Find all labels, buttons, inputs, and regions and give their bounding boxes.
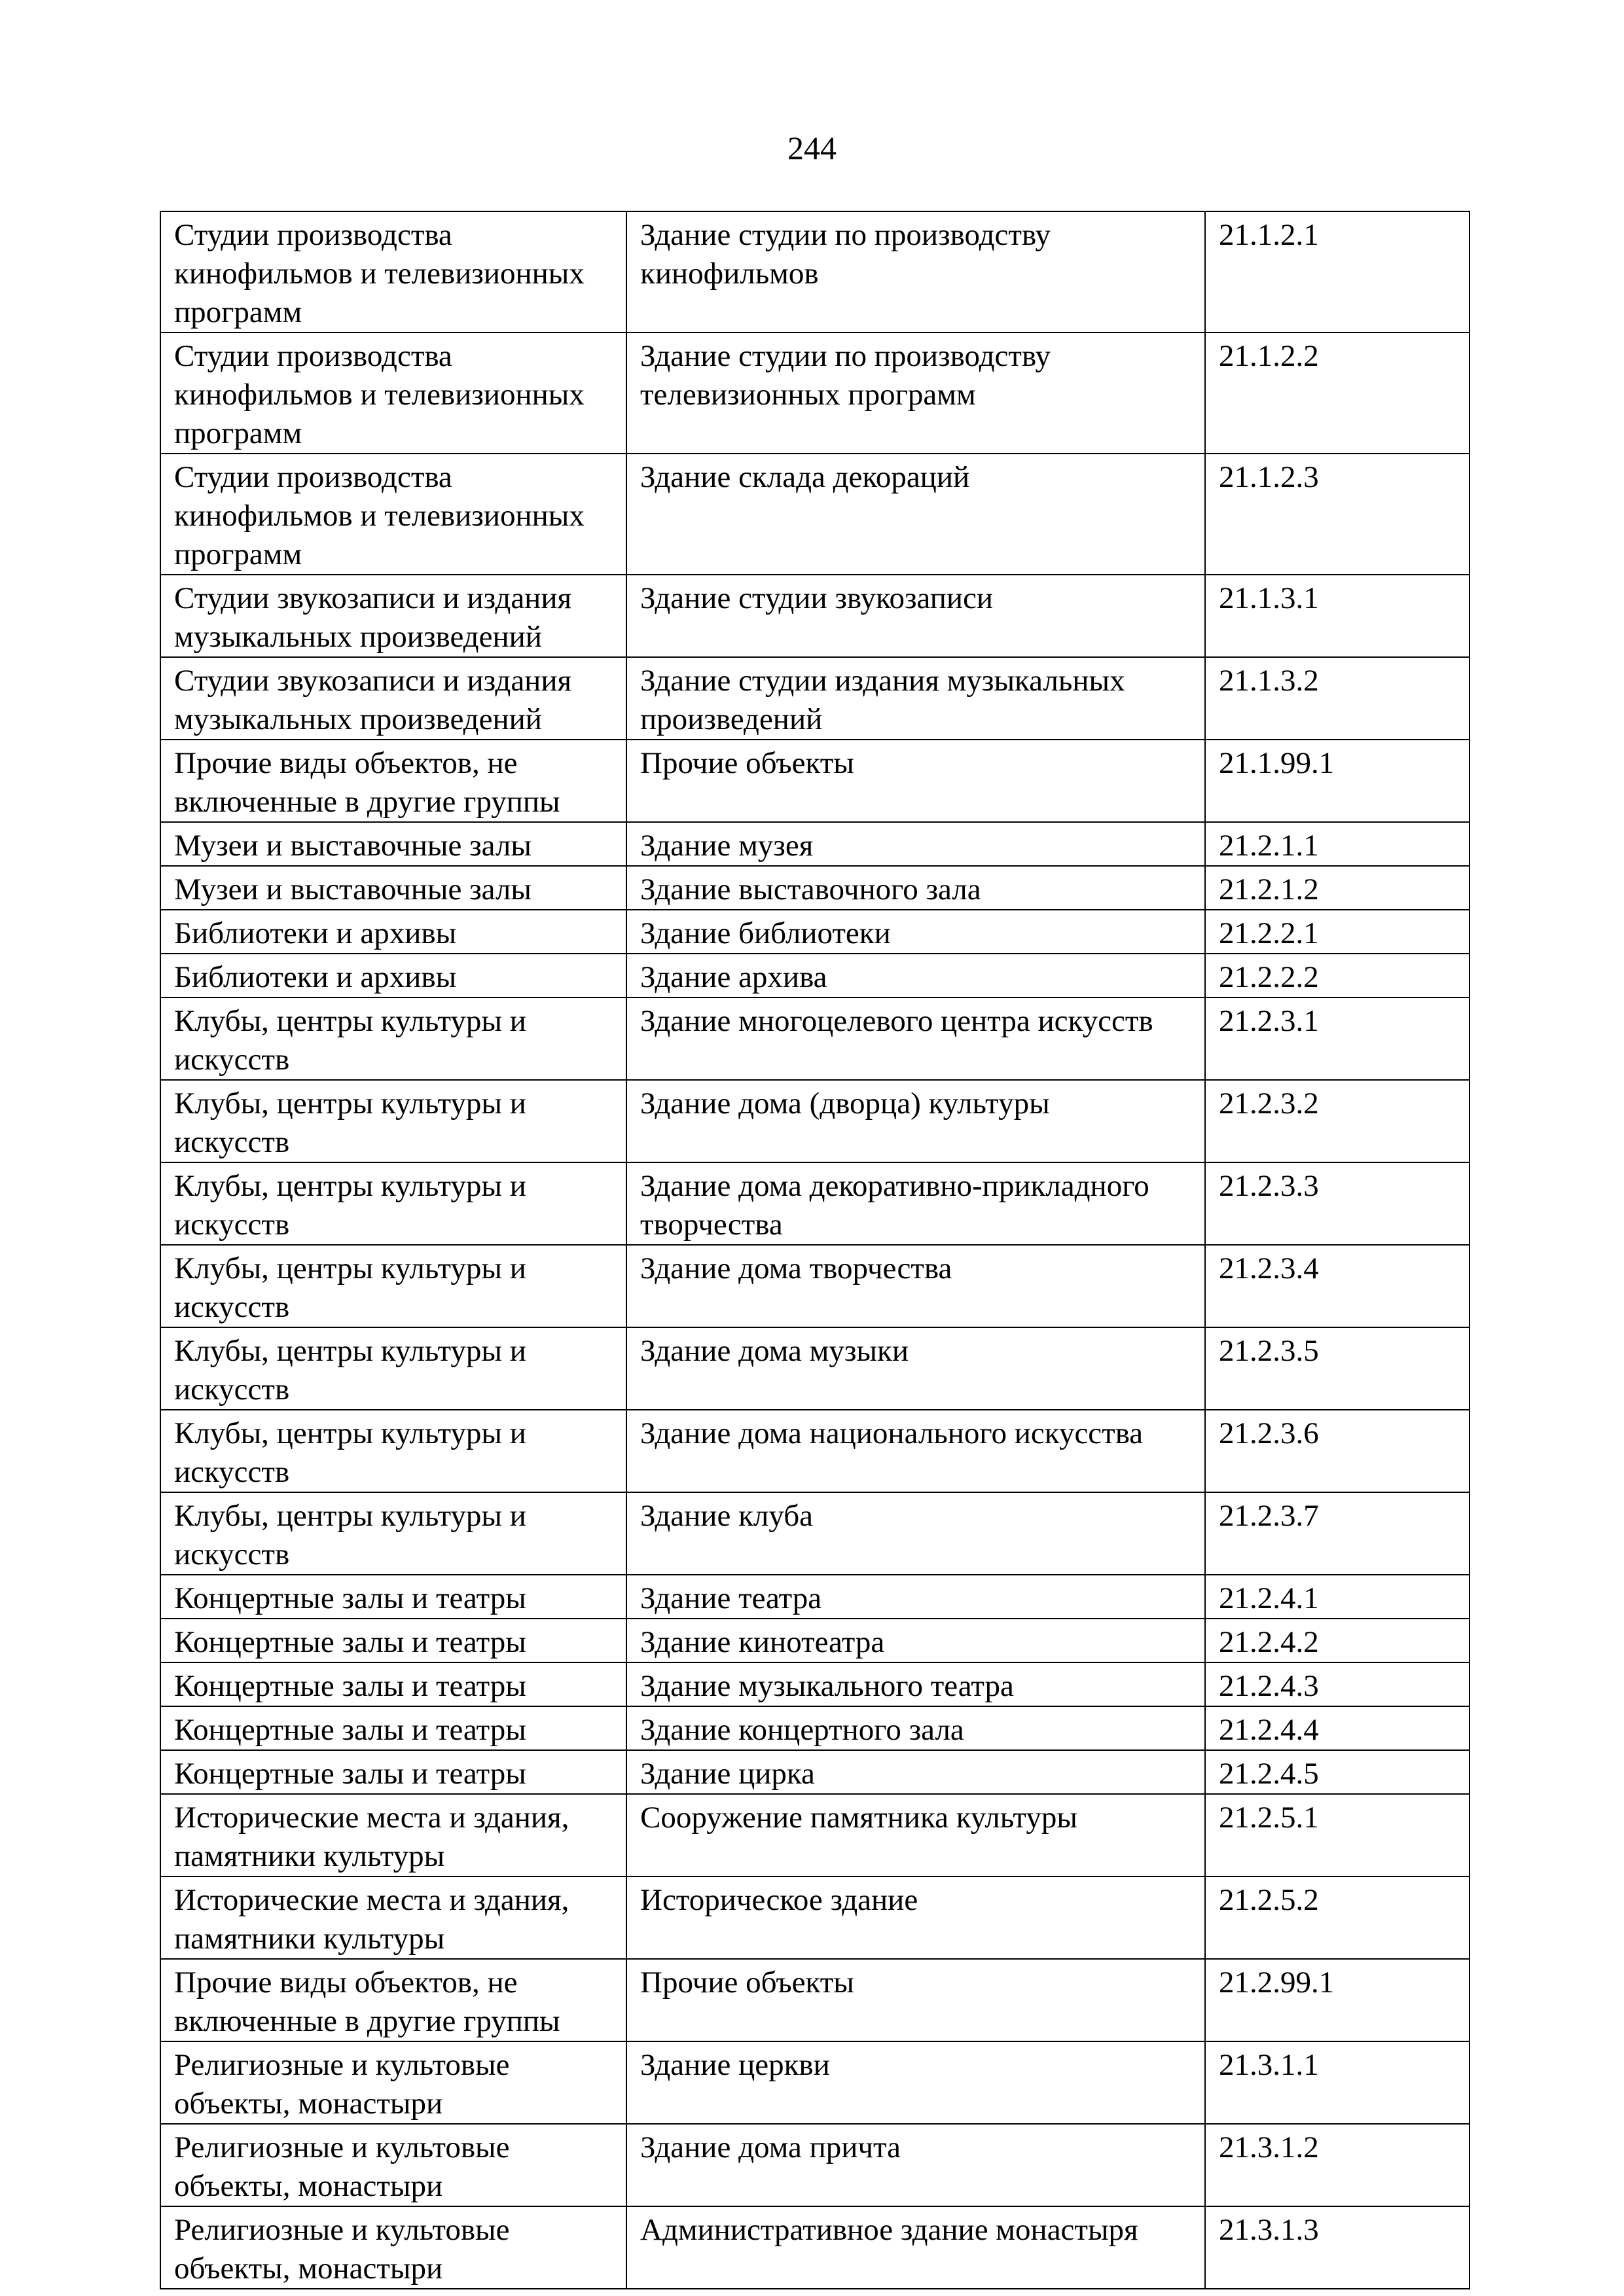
- group-cell: Концертные залы и театры: [160, 1575, 626, 1619]
- code-cell: 21.1.3.1: [1205, 575, 1470, 657]
- object-cell: Здание дома (дворца) культуры: [626, 1080, 1205, 1162]
- object-cell: Здание церкви: [626, 2041, 1205, 2124]
- table-row: [160, 1080, 1470, 1162]
- page-number: 244: [787, 130, 837, 166]
- group-cell: Концертные залы и театры: [160, 1750, 626, 1794]
- table-row: [160, 1492, 1470, 1575]
- table-row: [160, 1410, 1470, 1492]
- group-cell: Клубы, центры культуры и искусств: [160, 997, 626, 1080]
- table-row: [160, 910, 1470, 954]
- group-cell: Концертные залы и театры: [160, 1706, 626, 1750]
- code-cell: 21.2.3.4: [1205, 1245, 1470, 1327]
- code-cell: 21.2.1.2: [1205, 866, 1470, 910]
- table-row: [160, 740, 1470, 822]
- object-cell: Здание дома причта: [626, 2124, 1205, 2206]
- object-cell: Здание многоцелевого центра искусств: [626, 997, 1205, 1080]
- code-cell: 21.1.2.1: [1205, 211, 1470, 332]
- group-cell: Концертные залы и театры: [160, 1662, 626, 1706]
- group-cell: Клубы, центры культуры и искусств: [160, 1162, 626, 1245]
- group-cell: Клубы, центры культуры и искусств: [160, 1410, 626, 1492]
- group-cell: Концертные залы и театры: [160, 1619, 626, 1662]
- object-cell: Историческое здание: [626, 1876, 1205, 1959]
- table-row: [160, 332, 1470, 454]
- table-row: [160, 454, 1470, 575]
- object-cell: Здание цирка: [626, 1750, 1205, 1794]
- group-cell: Религиозные и культовые объекты, монастыри: [160, 2041, 626, 2124]
- code-cell: 21.2.2.2: [1205, 954, 1470, 997]
- code-cell: 21.2.4.5: [1205, 1750, 1470, 1794]
- code-cell: 21.2.3.7: [1205, 1492, 1470, 1575]
- table-row: [160, 2041, 1470, 2124]
- object-cell: Прочие объекты: [626, 740, 1205, 822]
- code-cell: 21.2.1.1: [1205, 822, 1470, 866]
- table-row: [160, 997, 1470, 1080]
- code-cell: 21.1.3.2: [1205, 657, 1470, 740]
- table-row: [160, 657, 1470, 740]
- table-row: [160, 1876, 1470, 1959]
- classifier-table: [160, 211, 1470, 2289]
- object-cell: Сооружение памятника культуры: [626, 1794, 1205, 1876]
- group-cell: Клубы, центры культуры и искусств: [160, 1492, 626, 1575]
- table-row: [160, 1245, 1470, 1327]
- table-row: [160, 822, 1470, 866]
- object-cell: Здание дома творчества: [626, 1245, 1205, 1327]
- code-cell: 21.2.2.1: [1205, 910, 1470, 954]
- group-cell: Клубы, центры культуры и искусств: [160, 1080, 626, 1162]
- table-row: [160, 1794, 1470, 1876]
- object-cell: Здание музея: [626, 822, 1205, 866]
- object-cell: Здание студии издания музыкальных произведений: [626, 657, 1205, 740]
- object-cell: Здание выставочного зала: [626, 866, 1205, 910]
- table-row: [160, 1662, 1470, 1706]
- code-cell: 21.3.1.3: [1205, 2206, 1470, 2289]
- code-cell: 21.2.5.1: [1205, 1794, 1470, 1876]
- table-row: [160, 211, 1470, 332]
- object-cell: Здание кинотеатра: [626, 1619, 1205, 1662]
- table-row: [160, 1706, 1470, 1750]
- code-cell: 21.1.99.1: [1205, 740, 1470, 822]
- object-cell: Здание дома музыки: [626, 1327, 1205, 1410]
- code-cell: 21.2.3.6: [1205, 1410, 1470, 1492]
- table-row: [160, 1959, 1470, 2041]
- code-cell: 21.2.4.1: [1205, 1575, 1470, 1619]
- object-cell: Здание клуба: [626, 1492, 1205, 1575]
- group-cell: Студии производства кинофильмов и телевизионных программ: [160, 332, 626, 454]
- group-cell: Библиотеки и архивы: [160, 954, 626, 997]
- table-row: [160, 1327, 1470, 1410]
- object-cell: Здание склада декораций: [626, 454, 1205, 575]
- table-row: [160, 575, 1470, 657]
- group-cell: Студии звукозаписи и издания музыкальных произведений: [160, 657, 626, 740]
- code-cell: 21.2.4.2: [1205, 1619, 1470, 1662]
- object-cell: Здание концертного зала: [626, 1706, 1205, 1750]
- group-cell: Студии звукозаписи и издания музыкальных произведений: [160, 575, 626, 657]
- group-cell: Музеи и выставочные залы: [160, 866, 626, 910]
- object-cell: Здание студии по производству телевизионных программ: [626, 332, 1205, 454]
- group-cell: Религиозные и культовые объекты, монастыри: [160, 2124, 626, 2206]
- object-cell: Здание студии по производству кинофильмов: [626, 211, 1205, 332]
- group-cell: Религиозные и культовые объекты, монастыри: [160, 2206, 626, 2289]
- code-cell: 21.2.3.2: [1205, 1080, 1470, 1162]
- group-cell: Прочие виды объектов, не включенные в другие группы: [160, 1959, 626, 2041]
- code-cell: 21.2.4.3: [1205, 1662, 1470, 1706]
- table-row: [160, 866, 1470, 910]
- group-cell: Исторические места и здания, памятники культуры: [160, 1794, 626, 1876]
- table-row: [160, 2206, 1470, 2289]
- code-cell: 21.2.99.1: [1205, 1959, 1470, 2041]
- table-row: [160, 954, 1470, 997]
- object-cell: Здание дома национального искусства: [626, 1410, 1205, 1492]
- table-row: [160, 1619, 1470, 1662]
- group-cell: Клубы, центры культуры и искусств: [160, 1245, 626, 1327]
- code-cell: 21.2.3.3: [1205, 1162, 1470, 1245]
- object-cell: Здание студии звукозаписи: [626, 575, 1205, 657]
- group-cell: Исторические места и здания, памятники культуры: [160, 1876, 626, 1959]
- object-cell: Здание музыкального театра: [626, 1662, 1205, 1706]
- object-cell: Прочие объекты: [626, 1959, 1205, 2041]
- object-cell: Здание архива: [626, 954, 1205, 997]
- code-cell: 21.3.1.2: [1205, 2124, 1470, 2206]
- code-cell: 21.2.3.1: [1205, 997, 1470, 1080]
- object-cell: Здание дома декоративно-прикладного творчества: [626, 1162, 1205, 1245]
- code-cell: 21.3.1.1: [1205, 2041, 1470, 2124]
- group-cell: Студии производства кинофильмов и телевизионных программ: [160, 454, 626, 575]
- table-row: [160, 1750, 1470, 1794]
- table-row: [160, 2124, 1470, 2206]
- code-cell: 21.1.2.2: [1205, 332, 1470, 454]
- code-cell: 21.2.3.5: [1205, 1327, 1470, 1410]
- code-cell: 21.2.5.2: [1205, 1876, 1470, 1959]
- group-cell: Студии производства кинофильмов и телевизионных программ: [160, 211, 626, 332]
- group-cell: Клубы, центры культуры и искусств: [160, 1327, 626, 1410]
- object-cell: Здание библиотеки: [626, 910, 1205, 954]
- group-cell: Прочие виды объектов, не включенные в другие группы: [160, 740, 626, 822]
- object-cell: Здание театра: [626, 1575, 1205, 1619]
- code-cell: 21.2.4.4: [1205, 1706, 1470, 1750]
- object-cell: Административное здание монастыря: [626, 2206, 1205, 2289]
- table-row: [160, 1575, 1470, 1619]
- table-row: [160, 1162, 1470, 1245]
- group-cell: Музеи и выставочные залы: [160, 822, 626, 866]
- code-cell: 21.1.2.3: [1205, 454, 1470, 575]
- group-cell: Библиотеки и архивы: [160, 910, 626, 954]
